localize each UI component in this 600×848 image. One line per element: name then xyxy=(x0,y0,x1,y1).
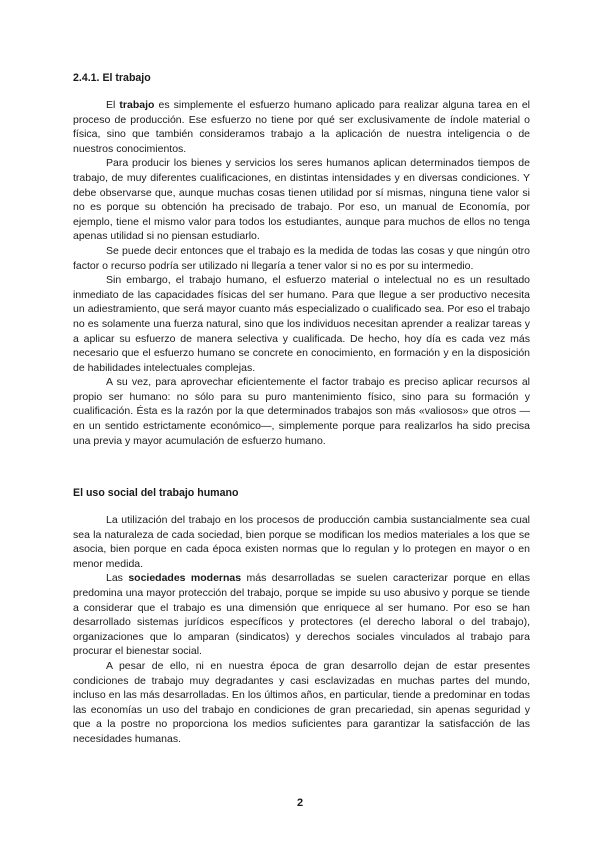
paragraph: A su vez, para aprovechar eficientemente el factor trabajo es preciso aplicar recursos al propio ser humano: no sólo para su puro mantenimiento físico, sino para su formación y cualificación. Ésta es la razón por la que determinados trabajos son más «valiosos» que otros —en un sentido estrictamente económico—, simplemente porque para realizarlos ha sido precisa una previa y mayor acumulación de esfuerzo humano. xyxy=(73,376,530,447)
paragraph-text: Las xyxy=(106,572,129,585)
paragraph: Para producir los bienes y servicios los seres humanos aplican determinados tiempos de trabajo, de muy diferentes cualificaciones, en distintas intensidades y en diversas condiciones. Y debe observarse que, aunque muchas cosas tienen utilidad por sí mismas, ninguna tiene valor si no es porque su obtención ha precisado de trabajo. Por eso, un manual de Economía, por ejemplo, tiene el mismo valor para todos los estudiantes, aunque para muchos de ellos no tenga apenas utilidad si no piensan estudiarlo. xyxy=(73,157,530,243)
paragraph: La utilización del trabajo en los procesos de producción cambia sustancialmente sea cual sea la naturaleza de cada sociedad, bien porque se modifican los medios materiales a los que se asocia, bien porque en cada época existen normas que lo regulan y lo protegen en mayor o en menor medida. xyxy=(73,514,530,570)
paragraph-text: El xyxy=(106,99,120,111)
section-heading-uso-social: El uso social del trabajo humano xyxy=(73,487,239,499)
paragraph: Se puede decir entonces que el trabajo es la medida de todas las cosas y que ningún otro factor o recurso podría ser utilizado ni llegaría a tener valor si no es por su intermedio. xyxy=(73,244,530,272)
section-el-trabajo-text xyxy=(73,98,530,448)
paragraph-text: es simplemente el esfuerzo humano aplicado para realizar alguna tarea en el proceso de producción. Ese esfuerzo no tiene por qué ser exclusivamente de índole material o física, sino que también consideramos trabajo a la aplicación de nuestra inteligencia o de nuestros conocimientos. xyxy=(73,99,530,155)
paragraph: Sin embargo, el trabajo humano, el esfuerzo material o intelectual no es un resultado inmediato de las capacidades físicas del ser humano. Para que llegue a ser productivo necesita un adiestramiento, que será mayor cuanto más especializado o cualificado sea. Por eso el trabajo no es solamente una fuerza natural, sino que los individuos necesitan aprender a realizar tareas y a aplicar su esfuerzo de manera selectiva y cualificada. De hecho, hoy día es cada vez más necesario que el esfuerzo humano se concrete en conocimiento, en formación y en la disposición de habilidades intelectuales complejas. xyxy=(73,274,530,374)
paragraph xyxy=(73,571,530,659)
section-heading-el-trabajo: 2.4.1. El trabajo xyxy=(73,72,151,84)
paragraph: A pesar de ello, ni en nuestra época de gran desarrollo dejan de estar presentes condiciones de trabajo muy degradantes y casi esclavizadas en muchas partes del mundo, incluso en las más desarrolladas. En los últimos años, en particular, tiende a predominar en todas las economías un uso del trabajo en condiciones de gran precariedad, sin apenas seguridad y que a la postre no proporciona los medios suficientes para garantizar la satisfacción de las necesidades humanas. xyxy=(73,659,530,745)
paragraph-text: más desarrolladas se suelen caracterizar porque en ellas predomina una mayor protección del trabajo, porque se impide su uso abusivo y porque se tiende a considerar que el trabajo es una dimensión que enriquece al ser humano. Por eso se han desarrollado sistemas jurídicos específicos y protectores (el derecho laboral o del trabajo), organizaciones que lo amparan (sindicatos) y derechos sociales vinculados al trabajo para procurar el bienestar social. xyxy=(73,572,530,658)
bold-term-sociedades-modernas: sociedades modernas xyxy=(128,572,242,585)
section-uso-social-text xyxy=(73,513,530,747)
page-number: 2 xyxy=(296,797,304,809)
paragraph xyxy=(73,98,530,156)
bold-term-trabajo: trabajo xyxy=(119,99,155,111)
